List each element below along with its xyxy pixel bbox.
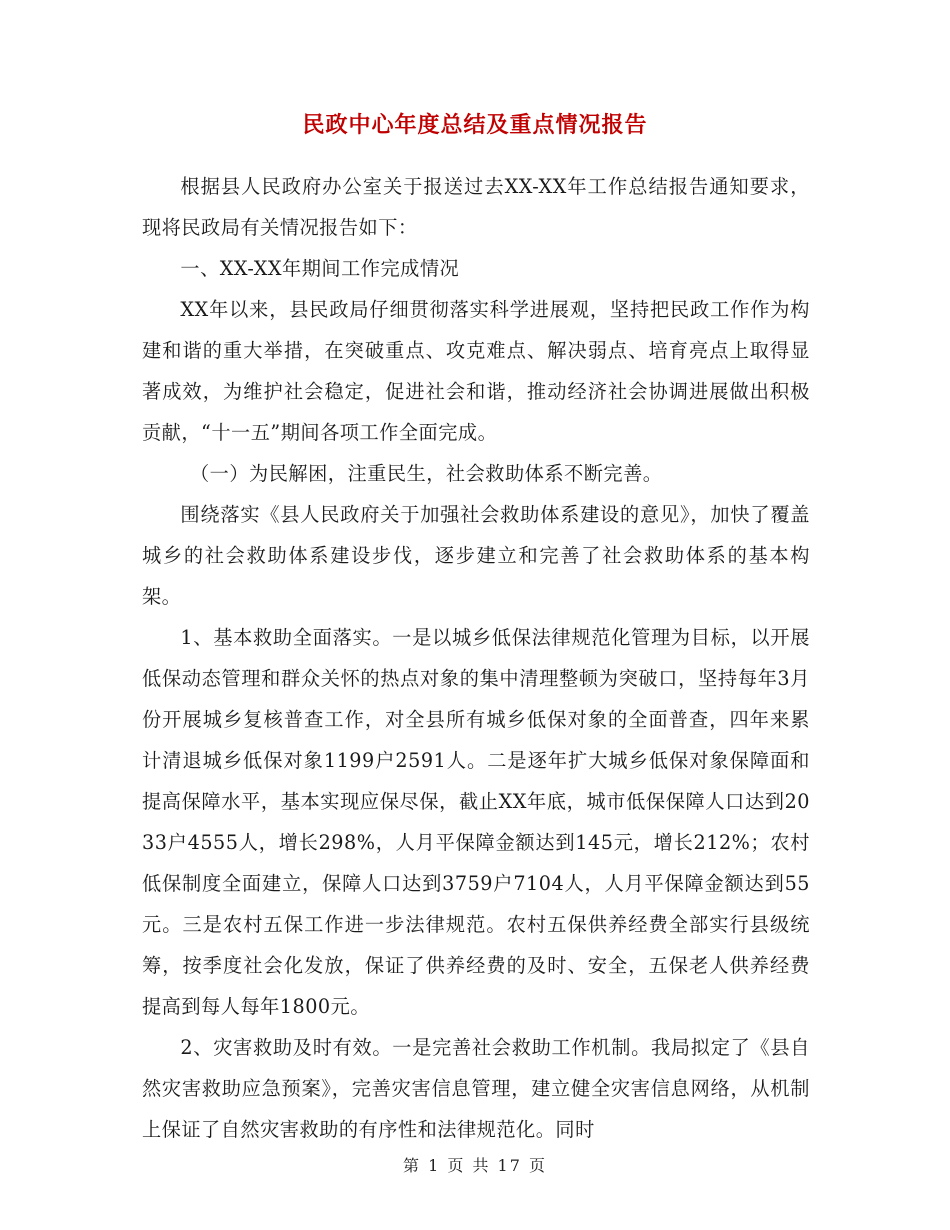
document-title: 民政中心年度总结及重点情况报告 [302, 113, 648, 138]
page-label-prefix: 第 [402, 1156, 421, 1175]
page-label-suffix: 页 [529, 1156, 548, 1175]
paragraph-basic-assistance: 1、基本救助全面落实。一是以城乡低保法律规范化管理为目标，以开展低保动态管理和群众关怀的热点对象的集中清理整顿为突破口，坚持每年3月份开展城乡复核普查工作，对全县所有城乡低保对象的全面普查，四年来累计清退城乡低保对象1199户2591人。二是逐年扩大城乡低保对象保障面和提高保障水平，基本实现应保尽保，截止XX年底，城市低保保障人口达到2033户4555人，增长298%，人月平保障金额达到145元，增长212%；农村低保制度全面建立，保障人口达到3759户7104人，人月平保障金额达到55元。三是农村五保工作进一步法律规范。农村五保供养经费全部实行县级统筹，按季度社会化发放，保证了供养经费的及时、安全，五保老人供养经费提高到每人每年1800元。 [142, 626, 810, 1018]
document-body [142, 166, 810, 1150]
paragraph-disaster-assistance: 2、灾害救助及时有效。一是完善社会救助工作机制。我局拟定了《县自然灾害救助应急预案》，完善灾害信息管理，建立健全灾害信息网络，从机制上保证了自然灾害救助的有序性和法律规范化。同时 [142, 1036, 810, 1141]
subsection-heading-1: （一）为民解困，注重民生，社会救助体系不断完善。 [190, 462, 663, 485]
section-heading-1: 一、XX-XX年期间工作完成情况 [180, 257, 460, 280]
paragraph-intro: 根据县人民政府办公室关于报送过去XX-XX年工作总结报告通知要求，现将民政局有关情况报告如下： [142, 175, 810, 239]
page-footer [0, 1153, 950, 1176]
total-pages: 17 [497, 1156, 522, 1175]
paragraph-overview: XX年以来，县民政局仔细贯彻落实科学进展观，坚持把民政工作作为构建和谐的重大举措，在突破重点、攻克难点、解决弱点、培育亮点上取得显著成效，为维护社会稳定，促进社会和谐，推动经济社会协调进展做出积极贡献，“十一五”期间各项工作全面完成。 [142, 298, 810, 444]
page-label-middle: 页 共 [447, 1156, 491, 1175]
paragraph-social-assistance: 围绕落实《县人民政府关于加强社会救助体系建设的意见》，加快了覆盖城乡的社会救助体系建设步伐，逐步建立和完善了社会救助体系的基本构架。 [142, 503, 810, 608]
page-number: 1 [428, 1156, 441, 1175]
